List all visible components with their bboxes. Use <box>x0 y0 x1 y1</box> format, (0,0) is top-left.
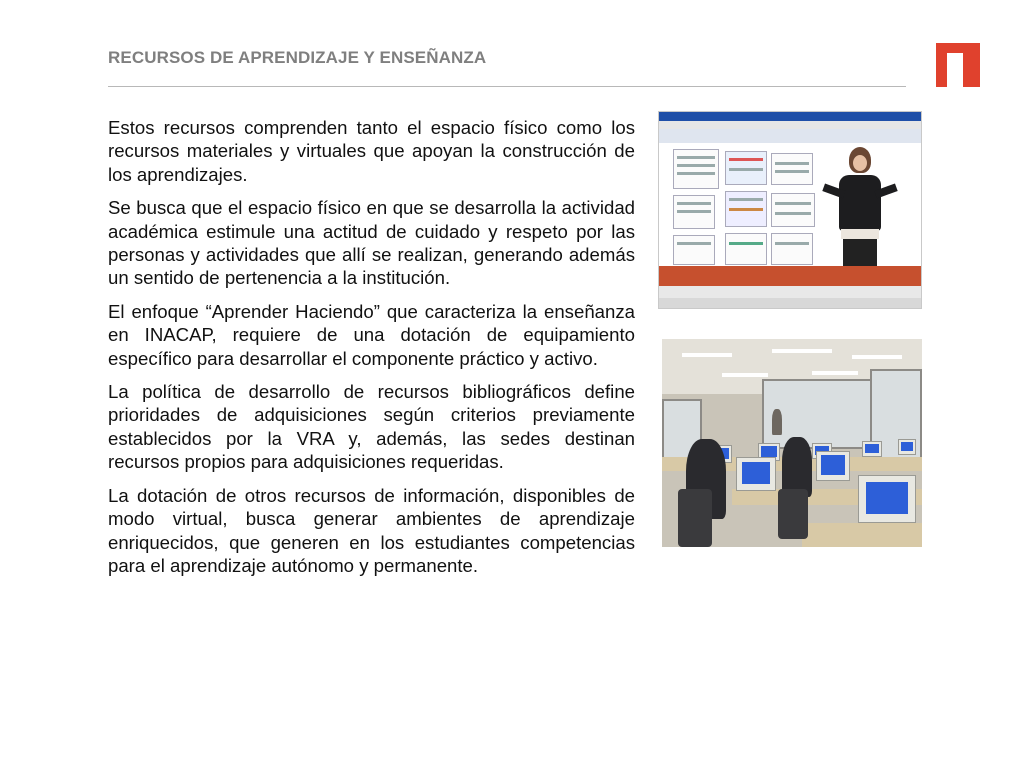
title-divider <box>108 86 906 87</box>
paragraph-2: Se busca que el espacio físico en que se desarrolla la actividad académica estimule una actitud de cuidado y respeto por las personas y actividades que allí se realizan, generando además un sentido de pertenencia a la institución. <box>108 197 635 289</box>
computer-lab-photo-icon <box>662 339 922 547</box>
paragraph-4: La política de desarrollo de recursos bibliográficos define prioridades de adquisiciones según criterios previamente establecidos por la VRA y, además, las sedes destinan recursos propios para adquisiciones requeridas. <box>108 381 635 473</box>
paragraph-1: Estos recursos comprenden tanto el espacio físico como los recursos materiales y virtuales que apoyan la construcción de los aprendizajes. <box>108 117 635 185</box>
paragraph-5: La dotación de otros recursos de información, disponibles de modo virtual, busca generar ambientes de aprendizaje enriquecidos, que generen en los estudiantes competencias para el aprendizaje autónomo y permanente. <box>108 484 635 576</box>
paragraph-3: El enfoque “Aprender Haciendo” que caracteriza la enseñanza en INACAP, requiere de una dotación de equipamiento específico para desarrollar el componente práctico y activo. <box>108 300 635 369</box>
body-text <box>108 116 635 587</box>
red-square-bracket-logo-icon <box>936 43 980 87</box>
virtual-tutor-screenshot-icon <box>658 111 922 309</box>
page-title: RECURSOS DE APRENDIZAJE Y ENSEÑANZA <box>108 48 487 67</box>
